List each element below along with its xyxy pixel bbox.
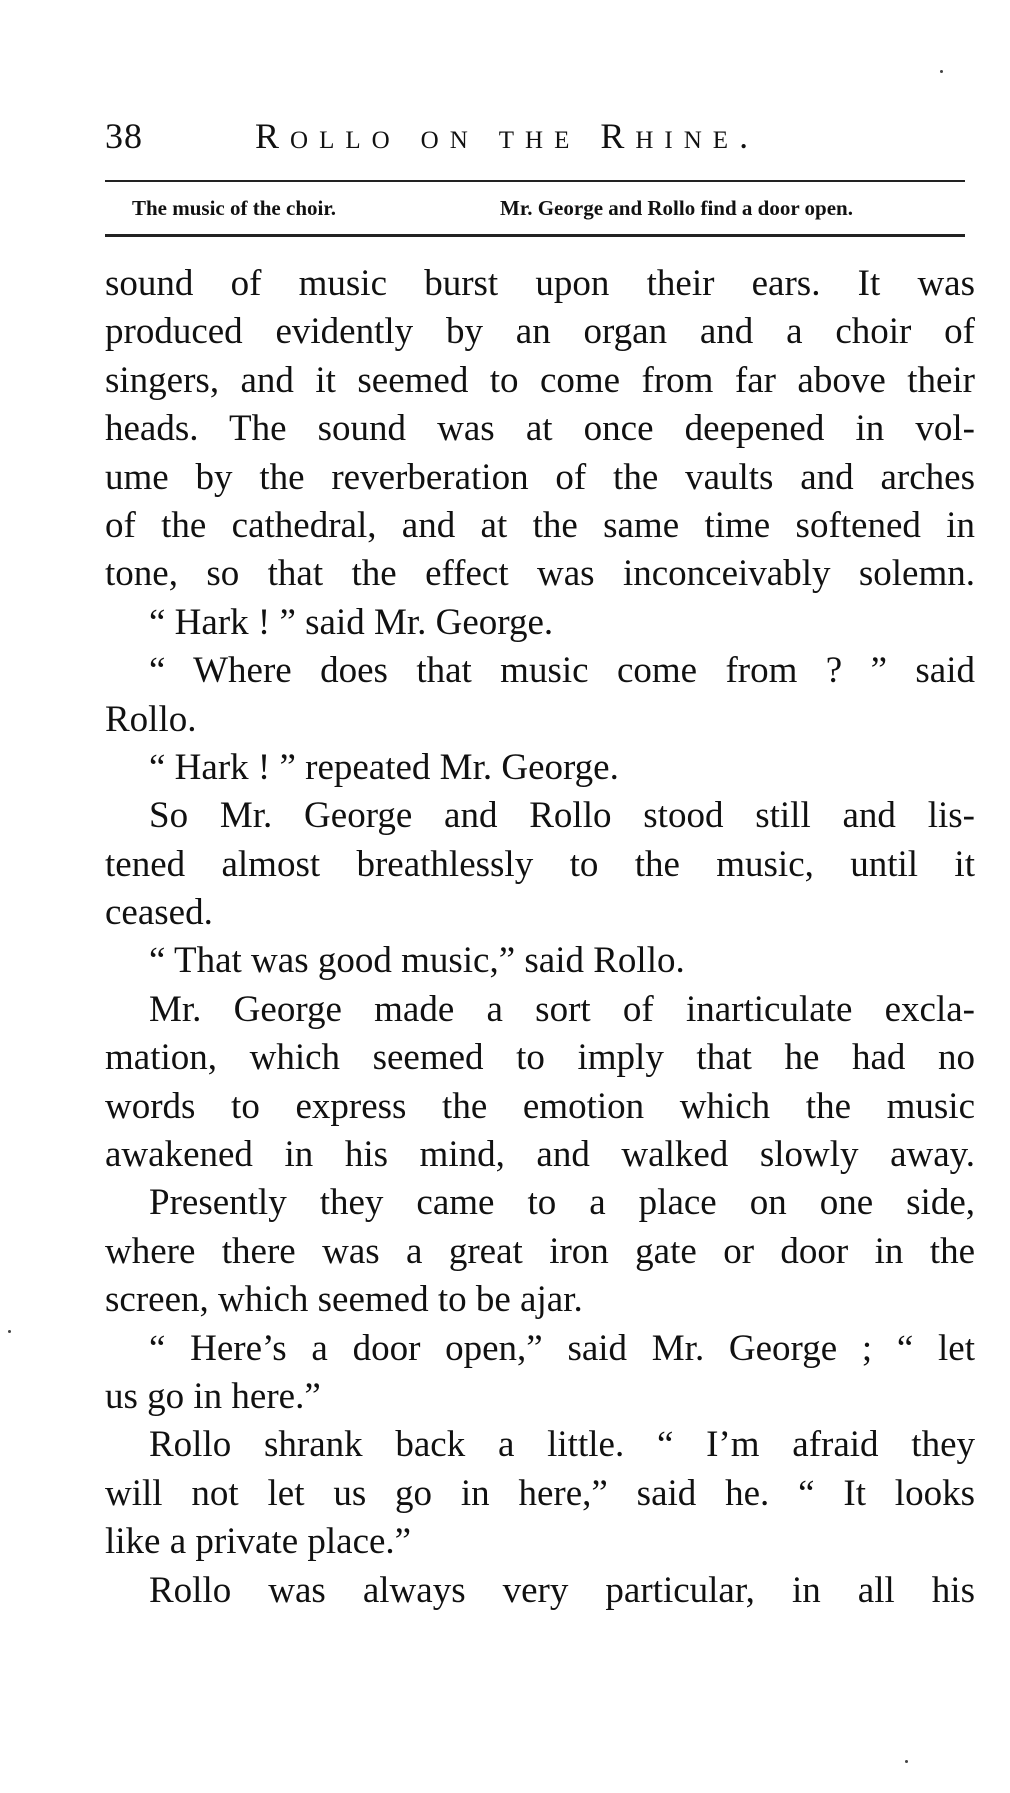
text-line: will not let us go in here,” said he. “ It looks <box>105 1472 975 1514</box>
text-line: “ That was good music,” said Rollo. <box>149 940 685 982</box>
scan-speck <box>8 1330 11 1333</box>
text-line: So Mr. George and Rollo stood still and lis- <box>149 795 975 837</box>
text-line: awakened in his mind, and walked slowly away. <box>105 1134 975 1176</box>
scan-speck <box>905 1760 908 1763</box>
text-line: ceased. <box>105 892 213 934</box>
header-rule-top <box>105 180 965 182</box>
text-line: screen, which seemed to be ajar. <box>105 1279 583 1321</box>
page-number: 38 <box>105 116 143 156</box>
text-line: Presently they came to a place on one side, <box>149 1182 975 1224</box>
text-line: produced evidently by an organ and a choir of <box>105 311 975 353</box>
text-line: sound of music burst upon their ears. It was <box>105 263 975 304</box>
text-line: Rollo was always very particular, in all his <box>149 1569 975 1611</box>
text-line: heads. The sound was at once deepened in vol- <box>105 408 975 450</box>
subhead-right: Mr. George and Rollo find a door open. <box>500 196 853 220</box>
text-line: of the cathedral, and at the same time softened in <box>105 504 975 546</box>
text-line: “ Where does that music come from ? ” said <box>149 650 975 692</box>
text-line: us go in here.” <box>105 1375 321 1417</box>
text-line: Mr. George made a sort of inarticulate excla- <box>149 988 975 1030</box>
text-line: “ Here’s a door open,” said Mr. George ; “ let <box>149 1327 975 1369</box>
text-line: tened almost breathlessly to the music, until it <box>105 843 975 885</box>
scan-speck <box>940 70 943 73</box>
running-head <box>105 115 965 165</box>
text-line: words to express the emotion which the music <box>105 1085 975 1127</box>
text-line: singers, and it seemed to come from far above their <box>105 359 975 401</box>
text-line: “ Hark ! ” repeated Mr. George. <box>149 746 619 788</box>
text-line: where there was a great iron gate or door in the <box>105 1230 975 1272</box>
body-text <box>105 260 975 1615</box>
text-line: mation, which seemed to imply that he had no <box>105 1037 975 1079</box>
text-line: like a private place.” <box>105 1521 412 1563</box>
text-line: Rollo shrank back a little. “ I’m afraid they <box>149 1424 975 1466</box>
header-rule-bottom <box>105 234 965 237</box>
text-line: tone, so that the effect was inconceivably solemn. <box>105 553 975 595</box>
text-line: “ Hark ! ” said Mr. George. <box>149 601 554 643</box>
book-title: Rollo on the Rhine. <box>255 116 760 156</box>
subhead-left: The music of the choir. <box>132 196 336 220</box>
text-line: ume by the reverberation of the vaults and arches <box>105 456 975 498</box>
text-line: Rollo. <box>105 698 197 740</box>
